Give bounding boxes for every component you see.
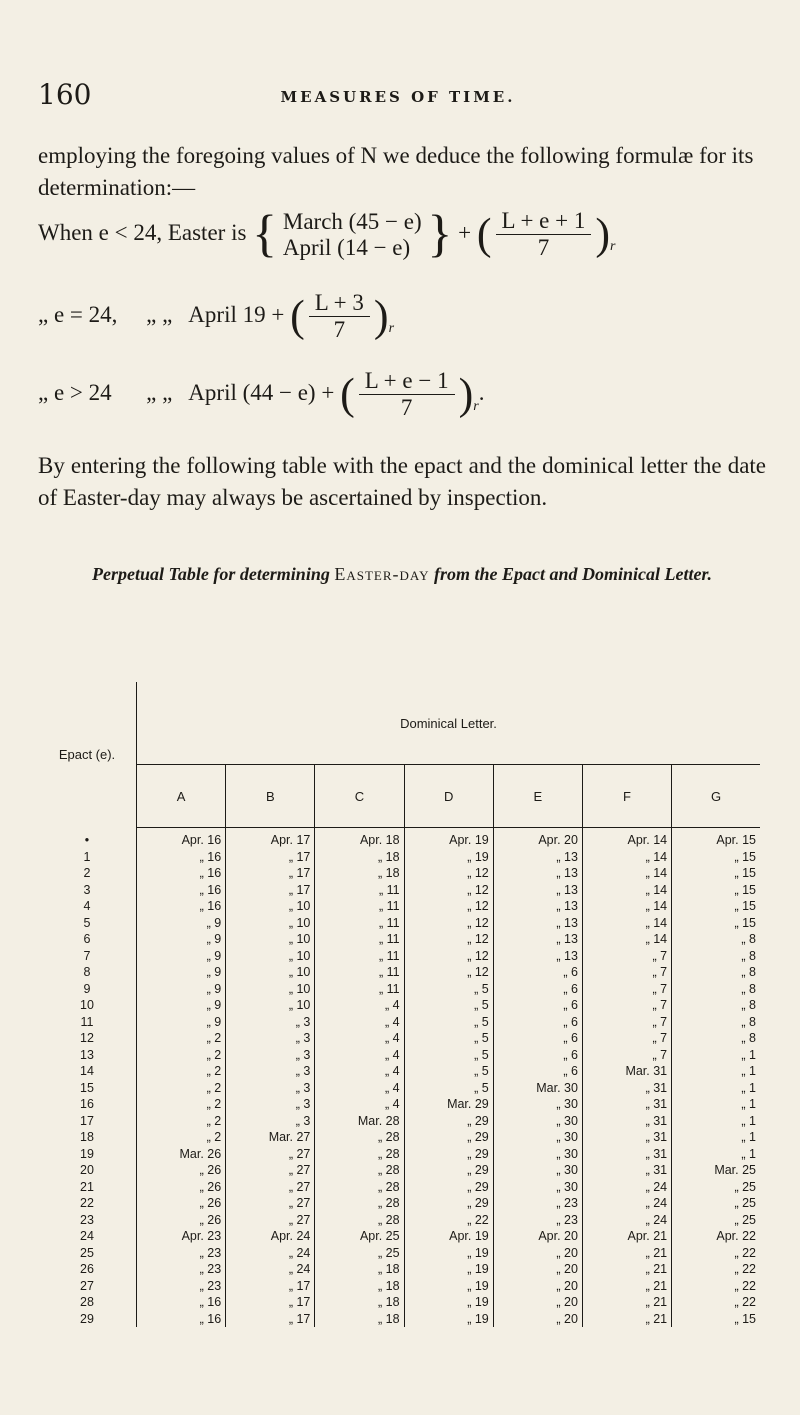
date-cell: „ 16 bbox=[199, 866, 222, 880]
table-row bbox=[38, 1245, 760, 1262]
date-cell: „ 15 bbox=[672, 1311, 760, 1328]
letter-header-e: E bbox=[493, 765, 582, 828]
date-cell: „ 11 bbox=[315, 964, 404, 981]
date-cell: „ 27 bbox=[226, 1179, 315, 1196]
epact-cell: 25 bbox=[38, 1245, 137, 1262]
date-cell: „ 10 bbox=[226, 898, 315, 915]
epact-cell: 9 bbox=[38, 981, 137, 998]
date-cell: „ 8 bbox=[672, 1014, 760, 1031]
date-cell: „ 1 bbox=[672, 1146, 760, 1163]
date-cell: „ 19 bbox=[404, 1261, 493, 1278]
date-cell: „ 14 bbox=[582, 898, 671, 915]
table-row bbox=[38, 997, 760, 1014]
date-cell: „ 18 bbox=[315, 1278, 404, 1295]
date-cell: „ 1 bbox=[672, 1096, 760, 1113]
epact-cell: 17 bbox=[38, 1113, 137, 1130]
date-cell: „ 4 bbox=[315, 1096, 404, 1113]
date-cell: „ 28 bbox=[315, 1129, 404, 1146]
table-row bbox=[38, 1228, 760, 1245]
date-cell: „ 8 bbox=[672, 981, 760, 998]
date-cell: „ 13 bbox=[493, 931, 582, 948]
date-cell: „ 12 bbox=[404, 948, 493, 965]
date-cell: „ 20 bbox=[493, 1311, 582, 1328]
running-title: MEASURES OF TIME. bbox=[280, 88, 516, 106]
date-cell: Apr. 16 bbox=[181, 833, 222, 847]
date-cell: „ 2 bbox=[206, 1031, 222, 1045]
date-cell: Apr. 18 bbox=[315, 828, 404, 849]
date-cell: „ 28 bbox=[315, 1146, 404, 1163]
date-cell: „ 6 bbox=[493, 997, 582, 1014]
date-cell: „ 27 bbox=[226, 1146, 315, 1163]
date-cell: „ 2 bbox=[206, 1113, 222, 1128]
date-cell: „ 2 bbox=[206, 1080, 222, 1095]
date-cell: „ 7 bbox=[582, 1030, 671, 1047]
date-cell: „ 23 bbox=[493, 1212, 582, 1229]
date-cell: „ 6 bbox=[493, 1030, 582, 1047]
date-cell: „ 16 bbox=[199, 1295, 222, 1309]
date-cell: „ 5 bbox=[404, 1080, 493, 1097]
table-row bbox=[38, 964, 760, 981]
date-cell: „ 17 bbox=[226, 1311, 315, 1328]
date-cell: Mar. 26 bbox=[179, 1146, 222, 1161]
letter-header-row bbox=[38, 765, 760, 828]
date-cell: „ 7 bbox=[582, 981, 671, 998]
date-cell: „ 17 bbox=[226, 1294, 315, 1311]
date-cell: „ 26 bbox=[199, 1212, 222, 1227]
date-cell: „ 10 bbox=[226, 915, 315, 932]
date-cell: Apr. 14 bbox=[582, 828, 671, 849]
date-cell: „ 2 bbox=[206, 1064, 222, 1078]
letter-header-b: B bbox=[226, 765, 315, 828]
date-cell: „ 31 bbox=[582, 1113, 671, 1130]
date-cell: „ 11 bbox=[315, 981, 404, 998]
epact-cell: 4 bbox=[38, 898, 137, 915]
date-cell: „ 20 bbox=[493, 1245, 582, 1262]
date-cell: „ 25 bbox=[672, 1195, 760, 1212]
date-cell: „ 12 bbox=[404, 931, 493, 948]
date-cell: „ 31 bbox=[582, 1162, 671, 1179]
table-row bbox=[38, 1080, 760, 1097]
date-cell: Apr. 20 bbox=[493, 828, 582, 849]
date-cell: „ 22 bbox=[672, 1278, 760, 1295]
date-cell: „ 9 bbox=[206, 1014, 222, 1029]
date-cell: „ 27 bbox=[226, 1162, 315, 1179]
date-cell: „ 2 bbox=[206, 1097, 222, 1111]
epact-cell: 11 bbox=[38, 1014, 137, 1031]
epact-cell: 6 bbox=[38, 931, 137, 948]
formula-e-less-24: When e < 24, Easter is { March (45 − e) April (14 − e) } + ( $\frac{L + e + 1}{7}$ )$_r$ bbox=[38, 205, 616, 263]
date-cell: „ 6 bbox=[493, 1063, 582, 1080]
date-cell: „ 16 bbox=[199, 899, 222, 913]
date-cell: „ 11 bbox=[315, 882, 404, 899]
fraction: $\frac{L + e + 1}{7}$ bbox=[496, 208, 592, 261]
table-row bbox=[38, 882, 760, 899]
date-cell: Mar. 30 bbox=[493, 1080, 582, 1097]
date-cell: „ 9 bbox=[206, 998, 222, 1012]
date-cell: „ 8 bbox=[672, 931, 760, 948]
epact-cell: 27 bbox=[38, 1278, 137, 1295]
date-cell: „ 14 bbox=[582, 865, 671, 882]
date-cell: „ 28 bbox=[315, 1162, 404, 1179]
date-cell: „ 24 bbox=[226, 1245, 315, 1262]
table-row bbox=[38, 898, 760, 915]
date-cell: „ 30 bbox=[493, 1146, 582, 1163]
table-row bbox=[38, 1278, 760, 1295]
epact-cell: 18 bbox=[38, 1129, 137, 1146]
date-cell: „ 21 bbox=[582, 1278, 671, 1295]
table-row bbox=[38, 1212, 760, 1229]
table-row bbox=[38, 1129, 760, 1146]
date-cell: „ 29 bbox=[404, 1179, 493, 1196]
easter-table bbox=[38, 682, 760, 1327]
date-cell: „ 5 bbox=[404, 1014, 493, 1031]
date-cell: „ 13 bbox=[493, 948, 582, 965]
date-cell: Mar. 27 bbox=[226, 1129, 315, 1146]
date-cell: „ 17 bbox=[226, 849, 315, 866]
date-cell: „ 16 bbox=[199, 882, 222, 897]
date-cell: „ 7 bbox=[582, 1014, 671, 1031]
date-cell: Apr. 25 bbox=[315, 1228, 404, 1245]
date-cell: „ 23 bbox=[199, 1278, 222, 1293]
epact-cell: 12 bbox=[38, 1030, 137, 1047]
date-cell: „ 3 bbox=[226, 1063, 315, 1080]
date-cell: „ 1 bbox=[672, 1113, 760, 1130]
epact-cell: 28 bbox=[38, 1294, 137, 1311]
date-cell: „ 31 bbox=[582, 1080, 671, 1097]
date-cell: „ 19 bbox=[404, 849, 493, 866]
table-row bbox=[38, 981, 760, 998]
date-cell: „ 28 bbox=[315, 1179, 404, 1196]
date-cell: „ 22 bbox=[672, 1294, 760, 1311]
epact-cell: 7 bbox=[38, 948, 137, 965]
epact-cell: 2 bbox=[38, 865, 137, 882]
date-cell: „ 9 bbox=[206, 981, 222, 996]
date-cell: „ 21 bbox=[582, 1245, 671, 1262]
date-cell: „ 10 bbox=[226, 997, 315, 1014]
table-body bbox=[38, 828, 760, 1328]
table-row bbox=[38, 1047, 760, 1064]
table-row bbox=[38, 1311, 760, 1328]
date-cell: „ 5 bbox=[404, 1030, 493, 1047]
date-cell: „ 13 bbox=[493, 849, 582, 866]
epact-cell: 24 bbox=[38, 1228, 137, 1245]
date-cell: „ 31 bbox=[582, 1096, 671, 1113]
date-cell: „ 24 bbox=[582, 1212, 671, 1229]
epact-cell: 23 bbox=[38, 1212, 137, 1229]
epact-cell: 8 bbox=[38, 964, 137, 981]
date-cell: „ 14 bbox=[582, 849, 671, 866]
date-cell: Apr. 15 bbox=[672, 828, 760, 849]
date-cell: „ 6 bbox=[493, 1047, 582, 1064]
date-cell: „ 28 bbox=[315, 1195, 404, 1212]
date-cell: „ 9 bbox=[206, 932, 222, 946]
date-cell: „ 26 bbox=[199, 1163, 222, 1177]
date-cell: „ 9 bbox=[206, 948, 222, 963]
date-cell: „ 11 bbox=[315, 948, 404, 965]
date-cell: „ 6 bbox=[493, 964, 582, 981]
table-row bbox=[38, 1014, 760, 1031]
date-cell: „ 17 bbox=[226, 882, 315, 899]
date-cell: „ 13 bbox=[493, 898, 582, 915]
date-cell: Mar. 29 bbox=[404, 1096, 493, 1113]
date-cell: „ 10 bbox=[226, 931, 315, 948]
epact-cell: 15 bbox=[38, 1080, 137, 1097]
date-cell: „ 14 bbox=[582, 931, 671, 948]
date-cell: „ 1 bbox=[672, 1063, 760, 1080]
date-cell: „ 1 bbox=[672, 1047, 760, 1064]
date-cell: „ 30 bbox=[493, 1179, 582, 1196]
table-row bbox=[38, 915, 760, 932]
table-row bbox=[38, 1146, 760, 1163]
table-row bbox=[38, 849, 760, 866]
date-cell: Apr. 19 bbox=[404, 1228, 493, 1245]
date-cell: „ 19 bbox=[404, 1278, 493, 1295]
date-cell: „ 9 bbox=[206, 965, 222, 979]
date-cell: „ 7 bbox=[582, 997, 671, 1014]
letter-header-f: F bbox=[582, 765, 671, 828]
date-cell: „ 29 bbox=[404, 1195, 493, 1212]
table-row bbox=[38, 948, 760, 965]
date-cell: „ 3 bbox=[226, 1096, 315, 1113]
date-cell: „ 18 bbox=[315, 1311, 404, 1328]
date-cell: „ 20 bbox=[493, 1294, 582, 1311]
intro-text: employing the foregoing values of N we deduce the following formulæ for its determination:— bbox=[38, 143, 754, 200]
date-cell: „ 27 bbox=[226, 1195, 315, 1212]
date-cell: „ 8 bbox=[672, 964, 760, 981]
date-cell: „ 7 bbox=[582, 964, 671, 981]
date-cell: „ 14 bbox=[582, 882, 671, 899]
date-cell: „ 4 bbox=[315, 1047, 404, 1064]
date-cell: „ 18 bbox=[315, 1294, 404, 1311]
date-cell: „ 7 bbox=[582, 1047, 671, 1064]
date-cell: „ 8 bbox=[672, 997, 760, 1014]
date-cell: „ 11 bbox=[315, 915, 404, 932]
date-cell: „ 29 bbox=[404, 1129, 493, 1146]
date-cell: „ 24 bbox=[582, 1195, 671, 1212]
date-cell: „ 12 bbox=[404, 915, 493, 932]
date-cell: Mar. 28 bbox=[315, 1113, 404, 1130]
date-cell: „ 25 bbox=[315, 1245, 404, 1262]
table-row bbox=[38, 1030, 760, 1047]
epact-cell: 14 bbox=[38, 1063, 137, 1080]
date-cell: „ 15 bbox=[672, 849, 760, 866]
date-cell: „ 22 bbox=[404, 1212, 493, 1229]
date-cell: „ 6 bbox=[493, 981, 582, 998]
date-cell: „ 2 bbox=[206, 1130, 222, 1144]
epact-cell: 5 bbox=[38, 915, 137, 932]
table-row bbox=[38, 1162, 760, 1179]
table-row bbox=[38, 931, 760, 948]
date-cell: Apr. 22 bbox=[672, 1228, 760, 1245]
date-cell: „ 30 bbox=[493, 1129, 582, 1146]
date-cell: „ 4 bbox=[315, 1080, 404, 1097]
date-cell: „ 25 bbox=[672, 1179, 760, 1196]
date-cell: „ 18 bbox=[315, 849, 404, 866]
date-cell: „ 3 bbox=[226, 1014, 315, 1031]
date-cell: „ 5 bbox=[404, 981, 493, 998]
formula-e-greater-24: „ e > 24 „ „ April (44 − e) + ( $\frac{L + e - 1}{7}$ )$_r$. bbox=[38, 368, 485, 420]
epact-cell: 29 bbox=[38, 1311, 137, 1328]
date-cell: „ 11 bbox=[315, 898, 404, 915]
date-cell: „ 5 bbox=[404, 1047, 493, 1064]
table-row bbox=[38, 828, 760, 849]
date-cell: „ 23 bbox=[493, 1195, 582, 1212]
epact-cell: 26 bbox=[38, 1261, 137, 1278]
date-cell: „ 16 bbox=[199, 1311, 222, 1326]
date-cell: „ 13 bbox=[493, 865, 582, 882]
date-cell: „ 24 bbox=[226, 1261, 315, 1278]
formula-e-equals-24: „ e = 24, „ „ April 19 + ( $\frac{L + 3}{7}$ )$_r$ bbox=[38, 290, 395, 342]
date-cell: „ 8 bbox=[672, 948, 760, 965]
epact-cell: 21 bbox=[38, 1179, 137, 1196]
date-cell: „ 3 bbox=[226, 1113, 315, 1130]
table-caption: Perpetual Table for determining Easter-day from the Epact and Dominical Letter. bbox=[92, 564, 712, 584]
epact-cell: • bbox=[38, 828, 137, 849]
dominical-letter-header: Dominical Letter. bbox=[137, 682, 761, 765]
date-cell: „ 8 bbox=[672, 1030, 760, 1047]
epact-cell: 13 bbox=[38, 1047, 137, 1064]
table-row bbox=[38, 865, 760, 882]
date-cell: „ 15 bbox=[672, 898, 760, 915]
table-row bbox=[38, 1113, 760, 1130]
date-cell: „ 12 bbox=[404, 964, 493, 981]
fraction: $\frac{L + 3}{7}$ bbox=[309, 290, 370, 343]
formula-march-term: March (45 − e) bbox=[282, 208, 422, 234]
date-cell: „ 12 bbox=[404, 882, 493, 899]
table-row bbox=[38, 1261, 760, 1278]
date-cell: „ 29 bbox=[404, 1113, 493, 1130]
table-row bbox=[38, 1294, 760, 1311]
date-cell: „ 16 bbox=[199, 849, 222, 864]
epact-cell: 10 bbox=[38, 997, 137, 1014]
date-cell: „ 13 bbox=[493, 915, 582, 932]
table-row bbox=[38, 1096, 760, 1113]
epact-cell: 3 bbox=[38, 882, 137, 899]
fraction: $\frac{L + e - 1}{7}$ bbox=[359, 368, 455, 421]
date-cell: „ 22 bbox=[672, 1245, 760, 1262]
date-cell: „ 4 bbox=[315, 1014, 404, 1031]
date-cell: „ 29 bbox=[404, 1162, 493, 1179]
epact-cell: 22 bbox=[38, 1195, 137, 1212]
date-cell: „ 5 bbox=[404, 997, 493, 1014]
page-number: 160 bbox=[38, 78, 92, 111]
date-cell: „ 3 bbox=[226, 1080, 315, 1097]
date-cell: „ 20 bbox=[493, 1261, 582, 1278]
letter-header-a: A bbox=[137, 765, 226, 828]
date-cell: „ 4 bbox=[315, 1063, 404, 1080]
epact-cell: 1 bbox=[38, 849, 137, 866]
table-row bbox=[38, 1195, 760, 1212]
date-cell: „ 15 bbox=[672, 865, 760, 882]
date-cell: „ 9 bbox=[206, 915, 222, 930]
letter-header-c: C bbox=[315, 765, 404, 828]
date-cell: Apr. 20 bbox=[493, 1228, 582, 1245]
date-cell: „ 27 bbox=[226, 1212, 315, 1229]
date-cell: „ 4 bbox=[315, 1030, 404, 1047]
date-cell: „ 22 bbox=[672, 1261, 760, 1278]
date-cell: „ 7 bbox=[582, 948, 671, 965]
date-cell: „ 31 bbox=[582, 1129, 671, 1146]
date-cell: „ 18 bbox=[315, 1261, 404, 1278]
epact-cell: 20 bbox=[38, 1162, 137, 1179]
date-cell: „ 15 bbox=[672, 915, 760, 932]
date-cell: „ 21 bbox=[582, 1311, 671, 1328]
date-cell: „ 14 bbox=[582, 915, 671, 932]
date-cell: „ 21 bbox=[582, 1261, 671, 1278]
date-cell: „ 30 bbox=[493, 1096, 582, 1113]
date-cell: „ 21 bbox=[582, 1294, 671, 1311]
date-cell: Apr. 23 bbox=[181, 1229, 222, 1243]
date-cell: „ 3 bbox=[226, 1047, 315, 1064]
date-cell: „ 11 bbox=[315, 931, 404, 948]
date-cell: „ 18 bbox=[315, 865, 404, 882]
date-cell: „ 1 bbox=[672, 1080, 760, 1097]
date-cell: „ 1 bbox=[672, 1129, 760, 1146]
date-cell: „ 2 bbox=[206, 1047, 222, 1062]
date-cell: „ 23 bbox=[199, 1262, 222, 1276]
date-cell: „ 26 bbox=[199, 1196, 222, 1210]
date-cell: „ 13 bbox=[493, 882, 582, 899]
date-cell: Apr. 17 bbox=[226, 828, 315, 849]
page-header bbox=[38, 78, 758, 118]
date-cell: „ 12 bbox=[404, 865, 493, 882]
date-cell: „ 4 bbox=[315, 997, 404, 1014]
letter-header-g: G bbox=[672, 765, 760, 828]
date-cell: Mar. 31 bbox=[582, 1063, 671, 1080]
date-cell: „ 30 bbox=[493, 1113, 582, 1130]
date-cell: „ 10 bbox=[226, 981, 315, 998]
date-cell: „ 15 bbox=[672, 882, 760, 899]
date-cell: „ 17 bbox=[226, 1278, 315, 1295]
date-cell: „ 28 bbox=[315, 1212, 404, 1229]
letter-header-d: D bbox=[404, 765, 493, 828]
table-row bbox=[38, 1063, 760, 1080]
date-cell: „ 3 bbox=[226, 1030, 315, 1047]
table-row bbox=[38, 1179, 760, 1196]
date-cell: „ 12 bbox=[404, 898, 493, 915]
date-cell: „ 24 bbox=[582, 1179, 671, 1196]
date-cell: „ 26 bbox=[199, 1179, 222, 1194]
date-cell: Mar. 25 bbox=[672, 1162, 760, 1179]
date-cell: „ 10 bbox=[226, 964, 315, 981]
date-cell: „ 19 bbox=[404, 1294, 493, 1311]
formula-april-term: April (14 − e) bbox=[282, 234, 411, 260]
epact-cell: 16 bbox=[38, 1096, 137, 1113]
date-cell: Apr. 19 bbox=[404, 828, 493, 849]
date-cell: „ 17 bbox=[226, 865, 315, 882]
date-cell: „ 29 bbox=[404, 1146, 493, 1163]
date-cell: Apr. 21 bbox=[582, 1228, 671, 1245]
date-cell: „ 20 bbox=[493, 1278, 582, 1295]
date-cell: Apr. 24 bbox=[226, 1228, 315, 1245]
epact-cell: 19 bbox=[38, 1146, 137, 1163]
date-cell: „ 19 bbox=[404, 1245, 493, 1262]
epact-header: Epact (e). bbox=[38, 682, 137, 828]
date-cell: „ 30 bbox=[493, 1162, 582, 1179]
date-cell: „ 31 bbox=[582, 1146, 671, 1163]
date-cell: „ 5 bbox=[404, 1063, 493, 1080]
date-cell: „ 6 bbox=[493, 1014, 582, 1031]
body-paragraph: By entering the following table with the epact and the dominical letter the date of Easter-day may always be ascertained by inspection. bbox=[38, 453, 766, 510]
date-cell: „ 23 bbox=[199, 1245, 222, 1260]
date-cell: „ 10 bbox=[226, 948, 315, 965]
date-cell: „ 19 bbox=[404, 1311, 493, 1328]
date-cell: „ 25 bbox=[672, 1212, 760, 1229]
